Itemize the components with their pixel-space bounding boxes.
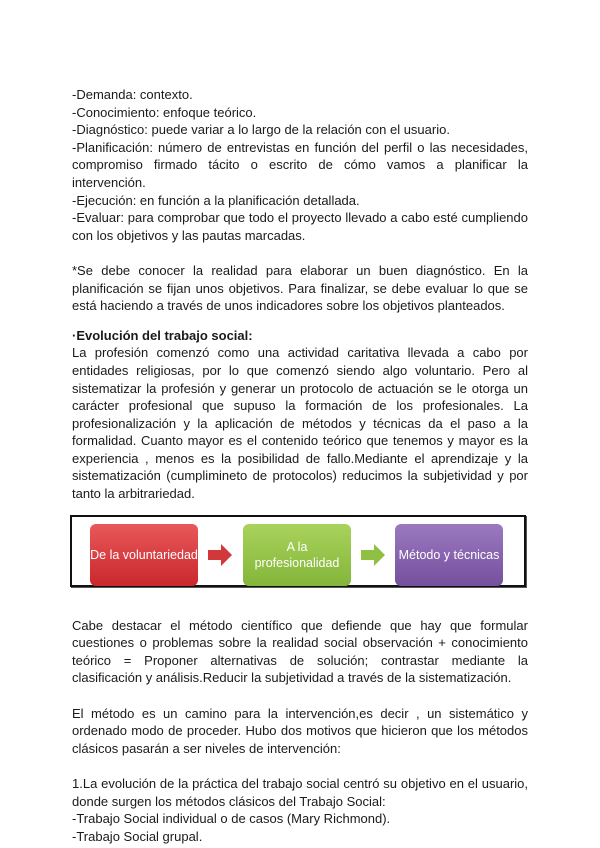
method-paragraph: Cabe destacar el método científico que defiende que hay que formular cuestiones o problemas sobre la realidad social observación + conocimiento teórico = Proponer alternativas de solución; contrastar mediante la clasificación y análisis.Reducir la subjetividad a través de la sistematización. bbox=[72, 617, 528, 686]
step-metodo-tecnicas: Método y técnicas bbox=[395, 524, 503, 586]
arrow-right-icon bbox=[208, 544, 232, 566]
document-page bbox=[72, 86, 528, 845]
step-voluntariedad: De la voluntariedad bbox=[90, 524, 198, 586]
list-item: -Demanda: contexto. bbox=[72, 87, 193, 102]
path-paragraph: El método es un camino para la intervención,es decir , un sistemático y ordenado modo de proceder. Hubo dos motivos que hicieron que los métodos clásicos pasarán a ser niveles de intervención: bbox=[72, 705, 528, 756]
evolution-paragraph: La profesión comenzó como una actividad caritativa llevada a cabo por entidades religiosas, por lo que comenzó siendo algo voluntario. Pero al sistematizar la profesión y generar un protocolo de actuación se le otorga un carácter profesional que supuso la formación de los profesionales. La profesionalización y la aplicación de métodos y técnicas da el paso a la formalidad. Cuanto mayor es el contenido teórico que tenemos y mayor es la experiencia , menos es la posibilidad de fallo.Mediante el aprendizaje y la sistematización (cumplimineto de protocolos) reducimos la subjetividad y por tanto la arbitrariedad. bbox=[72, 345, 528, 502]
note-paragraph: *Se debe conocer la realidad para elaborar un buen diagnóstico. En la planificación se fijan unos objetivos. Para finalizar, se debe evaluar lo que se está haciendo a través de unos indicadores sobre los objetivos planteados. bbox=[72, 262, 528, 314]
list-item: -Ejecución: en función a la planificación detallada. bbox=[72, 192, 360, 208]
step-profesionalidad: A la profesionalidad bbox=[243, 524, 351, 586]
arrow-right-icon bbox=[361, 544, 385, 566]
point-1-paragraph: 1.La evolución de la práctica del trabajo social centró su objetivo en el usuario, donde surgen los métodos clásicos del Trabajo Social: bbox=[72, 776, 528, 809]
process-diagram bbox=[70, 515, 526, 587]
sub-item: -Trabajo Social individual o de casos (Mary Richmond). bbox=[72, 811, 391, 827]
sub-item: -Trabajo Social grupal. bbox=[72, 828, 203, 844]
list-item: -Diagnóstico: puede variar a lo largo de la relación con el usuario. bbox=[72, 122, 450, 138]
list-item: -Planificación: número de entrevistas en función del perfil o las necesidades, compromiso firmado tácito o escrito de cómo vamos a planificar la intervención. bbox=[72, 139, 528, 190]
list-item: -Conocimiento: enfoque teórico. bbox=[72, 104, 257, 120]
section-heading: ·Evolución del trabajo social: bbox=[72, 327, 253, 343]
list-item: -Evaluar: para comprobar que todo el proyecto llevado a cabo esté cumpliendo con los objetivos y las pautas marcadas. bbox=[72, 210, 528, 243]
